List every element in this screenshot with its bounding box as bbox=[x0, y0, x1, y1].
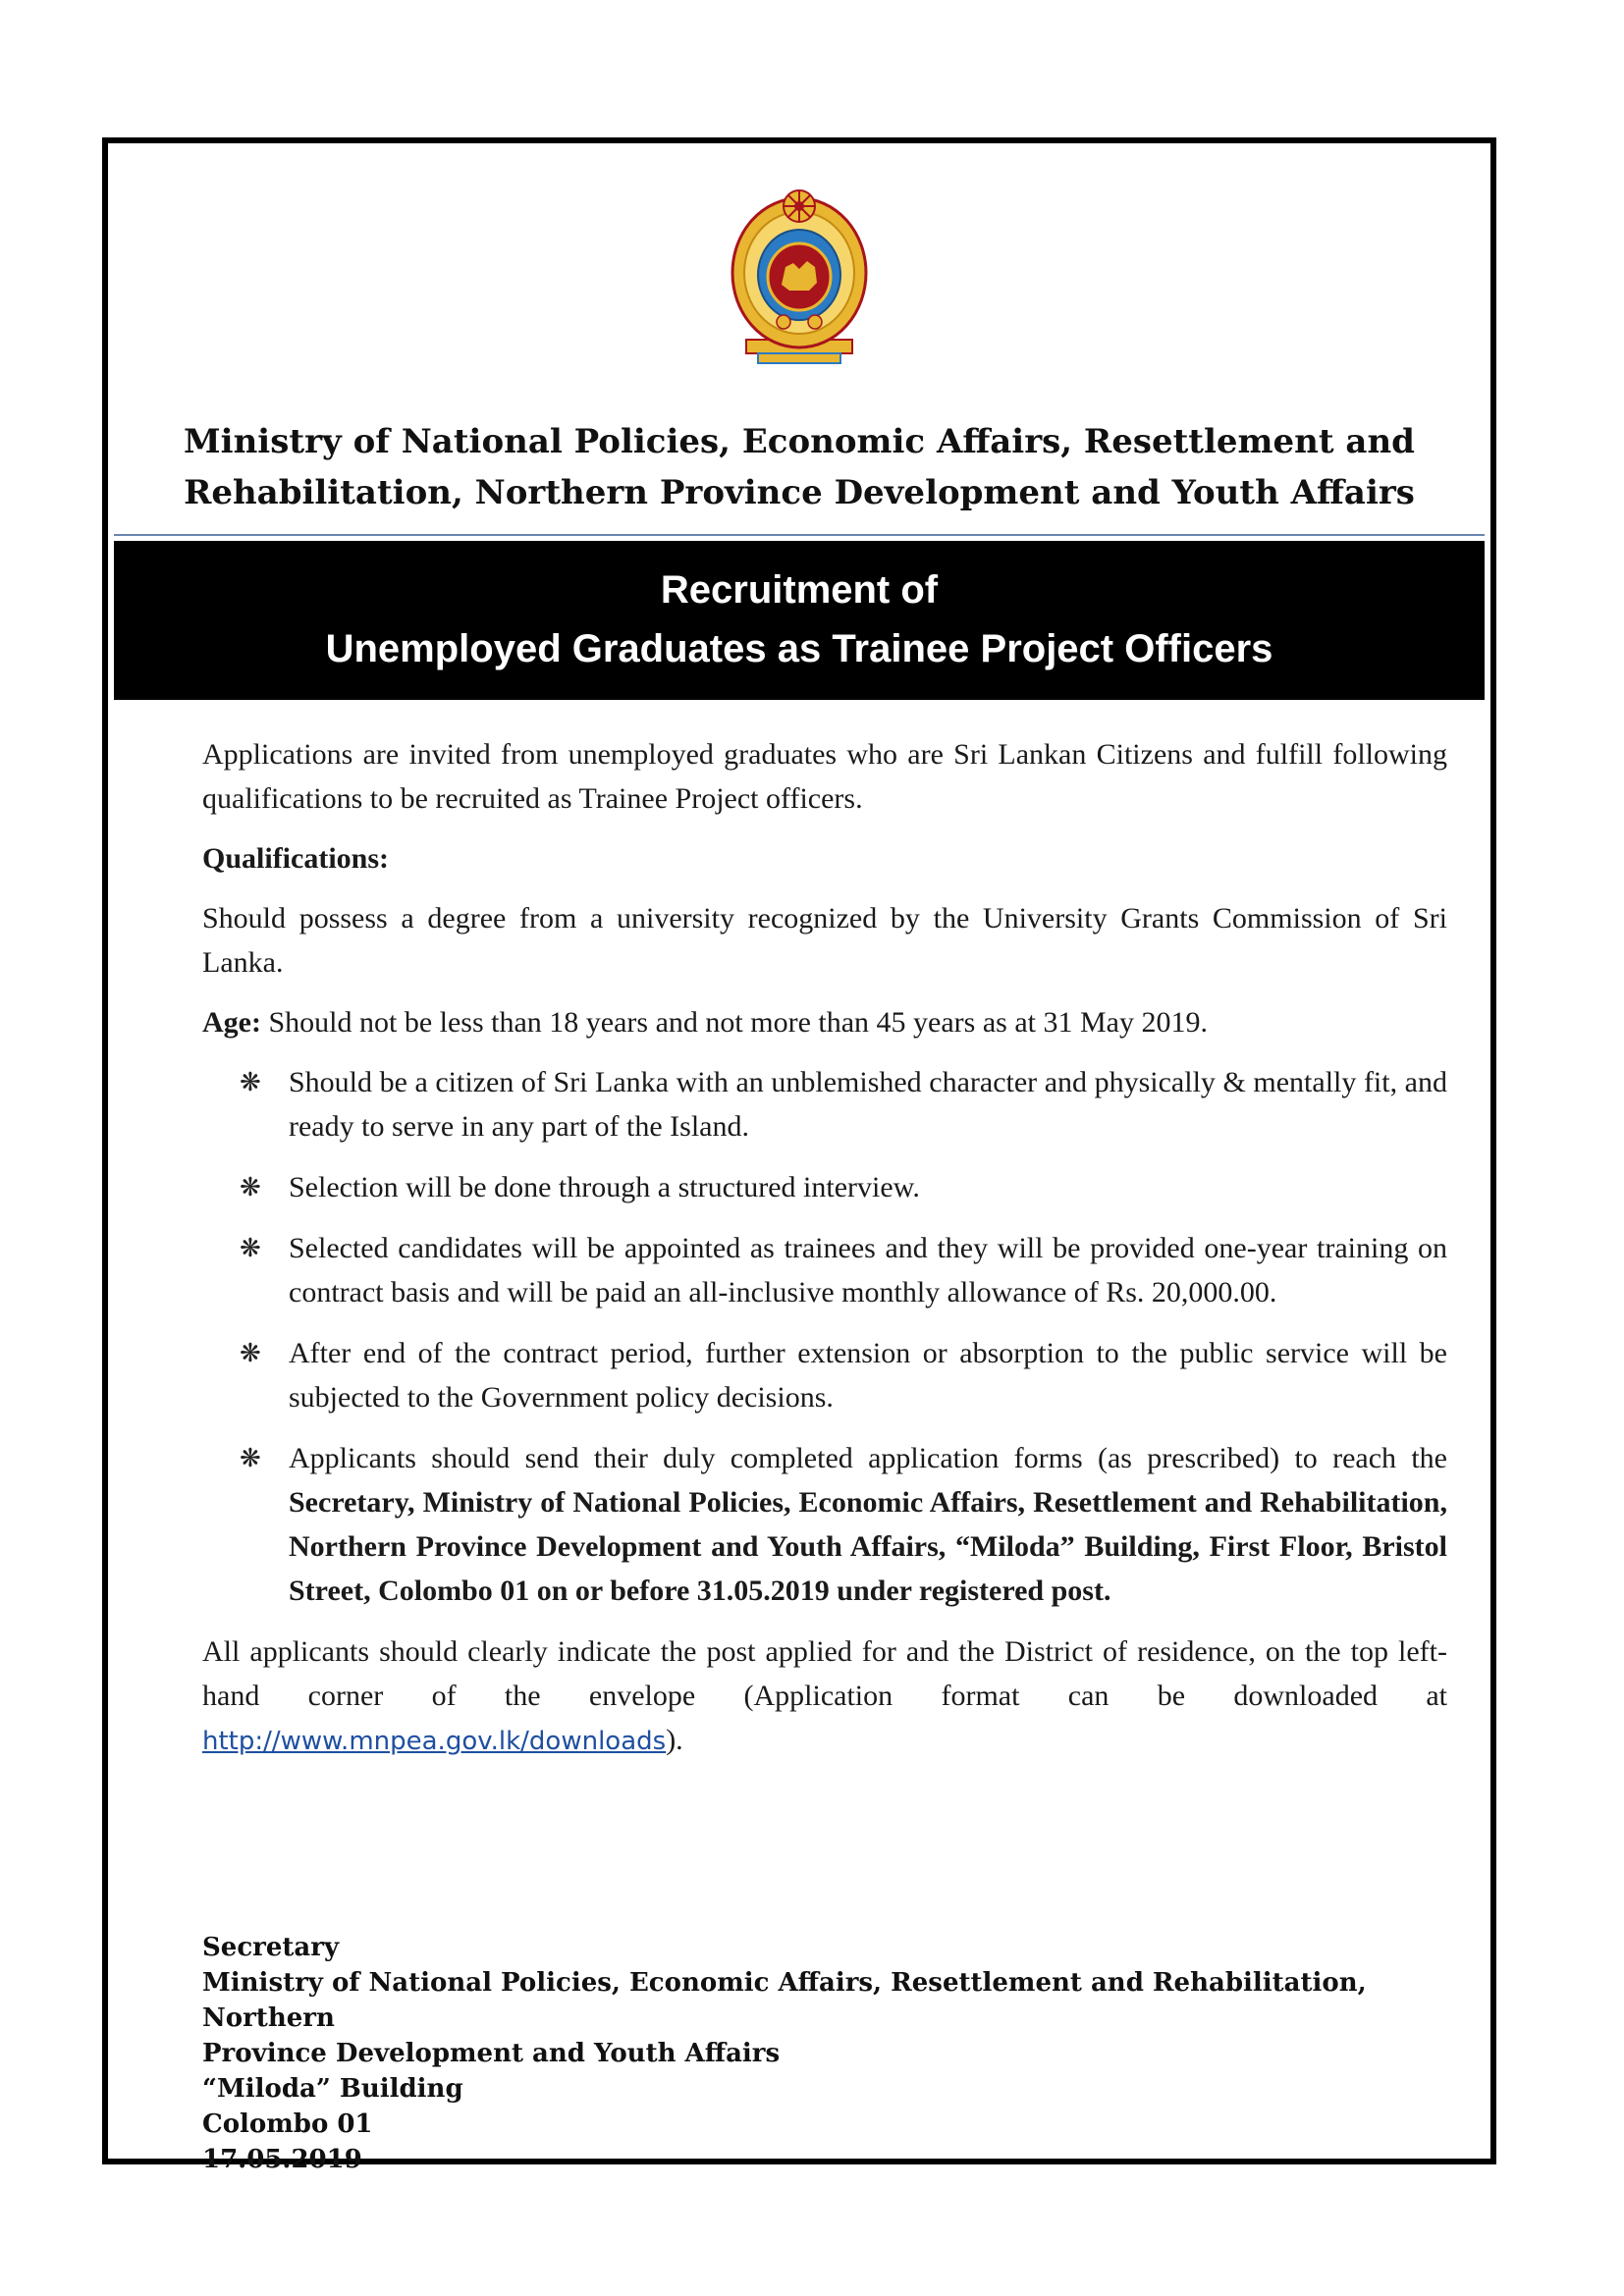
bullet-icon: ❋ bbox=[240, 1068, 261, 1096]
header-divider bbox=[114, 534, 1485, 536]
age-label: Age: bbox=[202, 1006, 261, 1039]
list-item-address: Secretary, Ministry of National Policies, Economic Affairs, Resettlement and Rehabilitation, Northern Province Development and Youth Affairs, “Miloda” Building, First Floor, Bristol Street, Colombo 01 on or before 31.05.2019 under registered post. bbox=[289, 1486, 1447, 1607]
closing-suffix: ). bbox=[666, 1724, 683, 1756]
ministry-title-line1: Ministry of National Policies, Economic Affairs, Resettlement and bbox=[184, 422, 1415, 461]
banner-line2: Unemployed Graduates as Trainee Project Officers bbox=[325, 627, 1273, 670]
list-item bbox=[202, 1226, 1447, 1314]
list-item-text: Selection will be done through a structured interview. bbox=[289, 1171, 920, 1203]
downloads-link[interactable]: http://www.mnpea.gov.lk/downloads bbox=[202, 1727, 667, 1756]
bullet-icon: ❋ bbox=[240, 1339, 261, 1367]
requirements-list bbox=[202, 1060, 1447, 1613]
list-item-text: Should be a citizen of Sri Lanka with an unblemished character and physically & mentally fit, and ready to serve in any part of the Island. bbox=[289, 1066, 1447, 1143]
age-text: Should not be less than 18 years and not more than 45 years as at 31 May 2019. bbox=[260, 1006, 1208, 1039]
closing-paragraph bbox=[202, 1629, 1447, 1764]
emblem-container bbox=[108, 175, 1490, 371]
signature-block bbox=[202, 1930, 1447, 2177]
intro-paragraph: Applications are invited from unemployed graduates who are Sri Lankan Citizens and fulfill following qualifications to be recruited as Trainee Project officers. bbox=[202, 738, 1447, 815]
signature-ministry-line2: Province Development and Youth Affairs bbox=[202, 2039, 781, 2068]
signature-ministry-line1: Ministry of National Policies, Economic Affairs, Resettlement and Rehabilitation, Northern bbox=[202, 1968, 1367, 2033]
qualifications-text: Should possess a degree from a university recognized by the University Grants Commission of Sri Lanka. bbox=[202, 902, 1447, 979]
recruitment-banner bbox=[114, 541, 1485, 700]
notice-page bbox=[102, 137, 1496, 2174]
list-item-text: After end of the contract period, further extension or absorption to the public service will be subjected to the Government policy decisions. bbox=[289, 1337, 1447, 1414]
list-item bbox=[202, 1436, 1447, 1613]
list-item bbox=[202, 1060, 1447, 1148]
bullet-icon: ❋ bbox=[240, 1444, 261, 1472]
list-item bbox=[202, 1331, 1447, 1419]
ministry-title-line2: Rehabilitation, Northern Province Development and Youth Affairs bbox=[184, 473, 1415, 512]
signature-building: “Miloda” Building bbox=[202, 2074, 463, 2104]
bullet-icon: ❋ bbox=[240, 1173, 261, 1201]
notice-body bbox=[202, 732, 1447, 1780]
banner-line1: Recruitment of bbox=[660, 568, 939, 612]
signature-role: Secretary bbox=[202, 1933, 340, 1962]
bullet-icon: ❋ bbox=[240, 1234, 261, 1262]
list-item bbox=[202, 1165, 1447, 1209]
list-item-text: Selected candidates will be appointed as trainees and they will be provided one-year training on contract basis and will be paid an all-inclusive monthly allowance of Rs. 20,000.00. bbox=[289, 1232, 1447, 1308]
closing-text: All applicants should clearly indicate the post applied for and the District of residence, on the top left-hand corner of the envelope (Application format can be downloaded at bbox=[202, 1635, 1447, 1712]
age-paragraph bbox=[202, 1000, 1447, 1044]
signature-city: Colombo 01 bbox=[202, 2109, 373, 2139]
ministry-title bbox=[108, 416, 1490, 518]
list-item-text: Applicants should send their duly completed application forms (as prescribed) to reach the bbox=[289, 1442, 1447, 1474]
national-emblem-icon bbox=[721, 175, 878, 371]
signature-date: 17.05.2019 bbox=[202, 2145, 362, 2174]
qualifications-heading: Qualifications: bbox=[202, 842, 390, 875]
